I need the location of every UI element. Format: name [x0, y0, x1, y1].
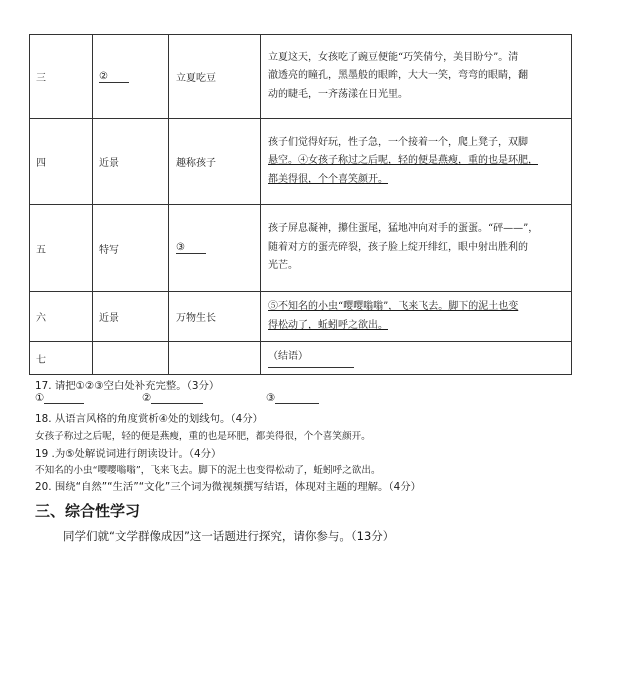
- question-18: 18. 从语言风格的角度赏析④处的划线句。（4分）: [35, 413, 263, 425]
- narration-line: 随着对方的蛋壳碎裂，孩子脸上绽开绯红，眼中射出胜利的: [268, 241, 528, 253]
- blank-2: ②: [99, 71, 129, 83]
- answer-blank-3: [266, 392, 319, 404]
- narration-cell: [261, 342, 572, 375]
- table-row: [30, 342, 572, 375]
- shot-type-cell: 特写: [93, 205, 169, 292]
- shot-type-cell: [93, 342, 169, 375]
- row-number: 七: [30, 342, 93, 375]
- section-heading: 三、综合性学习: [35, 502, 141, 520]
- question-19: 19 .为⑤处解说词进行朗读设计。（4分）: [35, 448, 222, 460]
- narration-line-underlined: 悬空。④女孩子称过之后呢，轻的便是燕瘦，重的也是环肥，: [268, 155, 538, 167]
- answer-blank-2: [142, 392, 203, 404]
- content-title-cell: [169, 205, 261, 292]
- narration-line: 动的睫毛，一齐荡漾在日光里。: [268, 88, 408, 100]
- shot-type-cell: 近景: [93, 292, 169, 342]
- narration-cell: [261, 292, 572, 342]
- narration-line: 孩子屏息凝神，攥住蛋尾，猛地冲向对手的蛋蛋。“砰——”，: [268, 223, 539, 235]
- table-row: [30, 205, 572, 292]
- question-18-quote: 女孩子称过之后呢，轻的便是燕瘦，重的也是环肥，都美得很，个个喜笑颜开。: [35, 431, 371, 442]
- narration-line-underlined: 得松动了，蚯蚓呼之欲出。: [268, 319, 388, 331]
- shot-type-cell: [93, 35, 169, 119]
- table-row: [30, 292, 572, 342]
- question-17: 17. 请把①②③空白处补充完整。（3分）: [35, 380, 220, 392]
- narration-cell: [261, 35, 572, 119]
- narration-line: 立夏这天，女孩吃了豌豆便能“巧笑倩兮，美目盼兮”。清: [268, 51, 519, 63]
- narration-line: 澈透亮的瞳孔，黑墨般的眼眸，大大一笑，弯弯的眼睛，翻: [268, 70, 528, 82]
- content-title-cell: 万物生长: [169, 292, 261, 342]
- blank-3: ③: [176, 242, 206, 254]
- answer-blank-1: [35, 392, 84, 404]
- content-title-cell: 趣称孩子: [169, 119, 261, 205]
- narration-line: 孩子们觉得好玩，性子急，一个接着一个，爬上凳子，双脚: [268, 136, 528, 148]
- conclusion-blank: （结语）: [268, 348, 354, 368]
- narration-cell: [261, 119, 572, 205]
- blank-2-label: ②: [142, 392, 152, 404]
- shot-type-cell: 近景: [93, 119, 169, 205]
- narration-line: 光芒。: [268, 260, 298, 272]
- narration-line-underlined: ⑤不知名的小虫“嘤嘤嗡嗡”，飞来飞去。脚下的泥土也变: [268, 301, 519, 312]
- row-number: 五: [30, 205, 93, 292]
- content-title-cell: [169, 342, 261, 375]
- content-title-cell: 立夏吃豆: [169, 35, 261, 119]
- video-script-table: [29, 34, 572, 375]
- blank-1-label: ①: [35, 392, 45, 404]
- narration-cell: [261, 205, 572, 292]
- narration-line-underlined: 都美得很，个个喜笑颜开。: [268, 173, 388, 185]
- table-row: [30, 119, 572, 205]
- question-19-quote: 不知名的小虫“嘤嘤嗡嗡”，飞来飞去。脚下的泥土也变得松动了，蚯蚓呼之欲出。: [35, 465, 381, 476]
- row-number: 三: [30, 35, 93, 119]
- question-20: 20. 围绕“自然”“生活”“文化”三个词为微视频撰写结语，体现对主题的理解。（4分）: [35, 481, 422, 493]
- table-row: [30, 35, 572, 119]
- section-intro: 同学们就“文学群像成因”这一话题进行探究，请你参与。（13分）: [63, 529, 395, 543]
- blank-3-label: ③: [266, 392, 276, 404]
- row-number: 四: [30, 119, 93, 205]
- row-number: 六: [30, 292, 93, 342]
